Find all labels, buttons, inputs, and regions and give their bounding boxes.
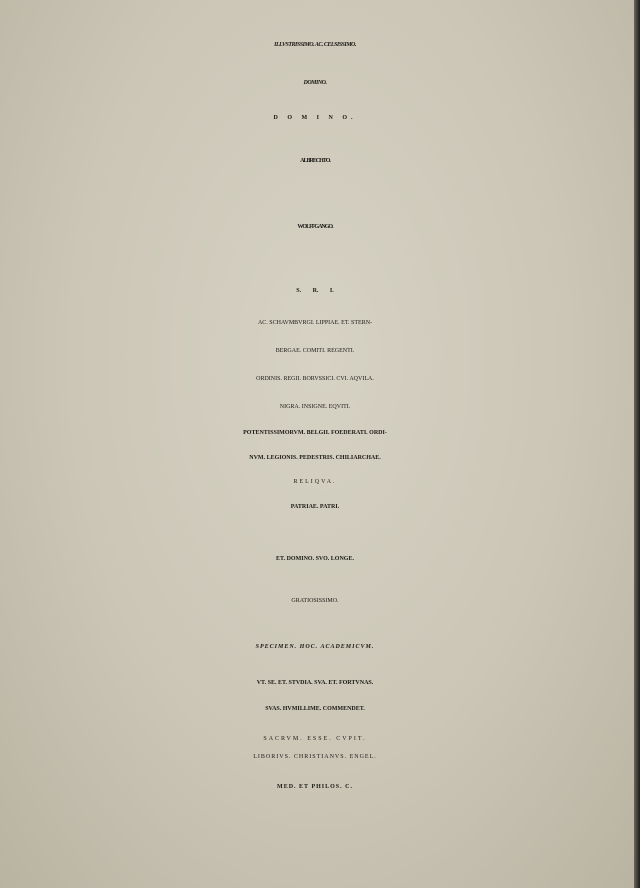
dedication-name-albrechto: ALBRECHTO.: [300, 158, 330, 164]
dedication-line-11: POTENTISSIMORVM. BELGII. FOEDERATI. ORDI-: [243, 430, 387, 436]
dedication-line-15: ET. DOMINO. SVO. LONGE.: [276, 556, 354, 562]
dedication-line-1: ILLVSTRISSIMO. AC. CELSISSIMO.: [274, 42, 356, 48]
page-edge-shadow: [634, 0, 640, 888]
dedication-line-7: AC. SCHAVMBVRGI. LIPPIAE. ET. STERN-: [257, 320, 373, 326]
dedication-line-2: DOMINO.: [303, 80, 327, 86]
dedication-line-6: S. R. I.: [296, 288, 334, 294]
dedication-line-12: NVM. LEGIONIS. PEDESTRIS. CHILIARCHAE.: [249, 455, 381, 461]
dedication-line-3: D O M I N O.: [273, 115, 357, 121]
dedication-line-18: VT. SE. ET. STVDIA. SVA. ET. FORTVNAS.: [256, 680, 374, 686]
dedication-line-8: BERGAE. COMITI. REGENTI.: [275, 348, 355, 354]
dedication-line-14: PATRIAE. PATRI.: [290, 504, 340, 510]
dedication-line-20: SACRVM. ESSE. CVPIT.: [263, 736, 367, 742]
dedication-line-10: NIGRA. INSIGNE. EQVITI.: [279, 404, 351, 410]
dedication-line-16: GRATIOSISSIMO.: [291, 598, 339, 604]
dedication-line-17: SPECIMEN. HOC. ACADEMICVM.: [255, 644, 375, 650]
dedication-name-wolffgango: WOLFFGANGO.: [297, 224, 333, 230]
dedication-line-9: ORDINIS. REGII. BORVSSICI. CVI. AQVILA.: [256, 376, 374, 382]
dedication-author-title: MED. ET PHILOS. C.: [277, 784, 353, 790]
dedication-author: LIBORIVS. CHRISTIANVS. ENGEL.: [253, 754, 377, 760]
dedication-line-13: RELIQVA.: [293, 479, 337, 485]
dedication-line-19: SVAS. HVMILLIME. COMMENDET.: [265, 706, 365, 712]
